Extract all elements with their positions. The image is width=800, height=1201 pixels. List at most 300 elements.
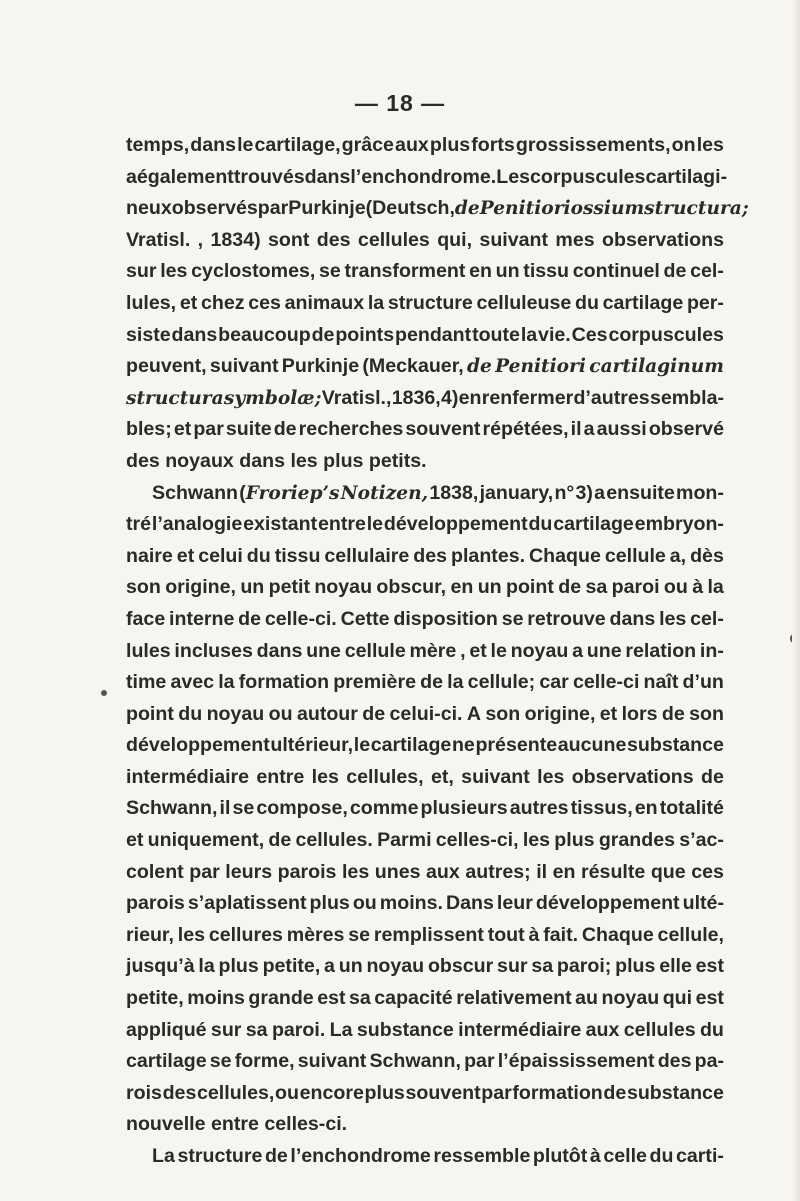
word: temps,: [126, 134, 190, 156]
word: la: [520, 323, 538, 346]
word: embryon-: [634, 513, 724, 536]
word: aux: [395, 134, 429, 156]
page-edge-shadow: [792, 0, 800, 1201]
word: continuel: [572, 260, 660, 283]
print-speck: [101, 690, 107, 696]
word: présente: [475, 734, 558, 757]
word: cellule;: [467, 671, 536, 694]
word: 1838,: [429, 481, 479, 504]
word: est: [695, 987, 724, 1010]
word: l’analogie: [151, 513, 243, 536]
word: Schwann,: [126, 797, 218, 820]
word: développement: [383, 513, 528, 536]
word: Chaque: [581, 923, 654, 946]
text-line: [126, 478, 724, 510]
word: des: [316, 228, 351, 251]
word: tissu: [274, 544, 321, 567]
word: n°: [554, 481, 575, 504]
word: par: [193, 418, 224, 441]
word: La: [152, 1145, 175, 1167]
word: bles;: [126, 418, 172, 441]
word: appliqué: [126, 1018, 207, 1041]
word: per-: [686, 291, 724, 314]
word: de: [467, 356, 492, 378]
word: sur: [497, 955, 528, 978]
word: structure: [177, 1145, 263, 1167]
word: (Meckauer,: [362, 355, 464, 378]
word: 3): [575, 481, 593, 504]
word: vie.: [538, 323, 571, 346]
word: corpuscules: [608, 323, 724, 346]
word: le: [490, 639, 507, 662]
text-line: [126, 320, 724, 352]
word: paroi: [611, 576, 660, 599]
text-line: [126, 1109, 724, 1141]
word: time: [126, 671, 167, 694]
word: renfermer: [481, 386, 574, 409]
word: du: [699, 1018, 724, 1041]
word: aux: [426, 860, 460, 883]
word: obscur,: [376, 576, 447, 599]
word: grossissements,: [515, 134, 671, 156]
text-line: [126, 825, 724, 857]
word: ulté-: [682, 892, 724, 915]
word: développement: [535, 892, 680, 915]
word: cel-: [690, 260, 724, 283]
text-line: [126, 572, 724, 604]
word: du: [649, 1145, 674, 1167]
word: incluses: [174, 639, 253, 662]
word: Purkinje: [288, 197, 366, 220]
text-line: [126, 351, 724, 383]
word: Schwann: [152, 481, 239, 504]
word: de: [362, 702, 386, 725]
word: de: [420, 671, 444, 694]
word: Vratisl.: [126, 228, 191, 251]
word: souvent: [405, 418, 481, 441]
text-line: [126, 1015, 724, 1047]
text-line: [126, 509, 724, 541]
word: son: [126, 576, 161, 599]
word: Chaque: [529, 544, 601, 567]
word: dans: [304, 165, 351, 188]
word: (Froriep’s: [239, 481, 340, 504]
word: disposition: [393, 607, 498, 630]
word: point: [126, 702, 174, 725]
word: rieur,: [126, 923, 174, 946]
word: entre: [256, 765, 305, 788]
word: beaucoup: [218, 323, 311, 346]
word: tout: [487, 923, 525, 946]
word: formation: [238, 671, 330, 694]
word: mon-: [676, 481, 724, 504]
word: totalité: [659, 797, 724, 820]
word: celle: [603, 1145, 647, 1167]
word: de: [238, 607, 262, 630]
text-line: [126, 130, 724, 162]
word: cellulaire: [324, 544, 410, 567]
word: du: [574, 291, 599, 314]
word: cellules.: [295, 829, 373, 852]
text-line: [126, 1078, 724, 1110]
word: comme: [349, 797, 419, 820]
word: une: [586, 639, 622, 662]
word: les: [290, 449, 318, 472]
word: il: [219, 797, 231, 820]
word: paroi.: [271, 1018, 326, 1041]
page-number: — 18 —: [354, 90, 446, 116]
word: 1834): [210, 228, 261, 251]
text-line: [126, 256, 724, 288]
word: la: [198, 955, 215, 978]
word: les: [177, 923, 205, 946]
text-line: [126, 636, 724, 668]
word: ressemble: [433, 1145, 531, 1167]
word: capacité: [374, 987, 453, 1010]
text-line: [126, 414, 724, 446]
word: par: [189, 860, 220, 883]
word: se: [209, 1050, 232, 1073]
text-line: [126, 951, 724, 983]
word: forts: [471, 134, 515, 156]
word: Ces: [571, 323, 608, 346]
word: suivant: [461, 765, 530, 788]
word: dès: [690, 544, 724, 567]
word: leurs: [225, 860, 273, 883]
word: et: [179, 291, 198, 314]
word: est: [695, 955, 724, 978]
word: sont: [268, 228, 310, 251]
word: les: [311, 765, 339, 788]
word: Notizen,: [340, 482, 429, 504]
word: cellule,: [657, 923, 724, 946]
word: la: [447, 671, 464, 694]
word: petite,: [126, 987, 184, 1010]
word: à: [692, 576, 704, 599]
word: au: [575, 987, 599, 1010]
word: avec: [170, 671, 215, 694]
word: qui: [662, 987, 693, 1010]
word: plus: [364, 1081, 405, 1104]
word: Vratisl.,: [321, 386, 392, 409]
word: un: [338, 955, 363, 978]
word: symbolæ;: [223, 387, 322, 409]
word: celluleuse: [476, 291, 572, 314]
word: cartilage: [553, 513, 634, 536]
word: la: [367, 291, 385, 314]
word: également: [136, 165, 234, 188]
word: celle-ci: [572, 671, 640, 694]
word: en: [458, 386, 482, 409]
word: compose,: [256, 797, 348, 820]
word: intermédiaire: [458, 1018, 582, 1041]
word: tissu: [523, 260, 570, 283]
word: les: [341, 860, 370, 883]
word: observés: [171, 197, 258, 220]
word: lules: [126, 639, 171, 662]
word: carti-: [676, 1145, 724, 1167]
word: cartilage: [126, 1050, 207, 1073]
word: substance: [356, 1018, 454, 1041]
word: mères: [286, 923, 345, 946]
word: a: [594, 481, 606, 504]
word: son: [485, 702, 521, 725]
word: en: [450, 576, 474, 599]
text-line: [126, 193, 749, 225]
word: le: [366, 513, 384, 536]
word: en: [469, 260, 492, 283]
word: ou: [268, 702, 293, 725]
word: remplissent: [373, 923, 484, 946]
word: de: [273, 418, 297, 441]
text-line: [126, 888, 724, 920]
body-text: [126, 130, 749, 1173]
word: ultérieur,: [270, 734, 354, 757]
word: en: [552, 860, 576, 883]
word: pa-: [694, 1050, 724, 1073]
word: lules,: [126, 291, 177, 314]
word: celui-ci.: [389, 702, 463, 725]
word: cartilage: [602, 291, 684, 314]
word: origine,: [524, 702, 596, 725]
word: plus: [323, 449, 364, 472]
word: structura;: [644, 198, 749, 220]
word: cel-: [690, 607, 724, 630]
word: par: [257, 197, 289, 220]
word: cellules: [623, 1018, 696, 1041]
word: de: [454, 198, 480, 220]
word: ou: [352, 892, 377, 915]
word: origine,: [165, 576, 236, 599]
word: in-: [699, 639, 724, 662]
word: est: [317, 987, 346, 1010]
text-line: [126, 793, 724, 825]
word: obscur: [427, 955, 494, 978]
word: Parmi: [377, 829, 432, 852]
word: petits.: [368, 449, 427, 472]
word: trouvés: [233, 165, 305, 188]
word: cellules,: [197, 1081, 275, 1104]
word: cyclostomes,: [191, 260, 316, 283]
word: plus: [429, 134, 471, 156]
word: s’ac-: [679, 829, 724, 852]
text-line: [126, 541, 724, 573]
word: chez: [200, 291, 245, 314]
word: Schwann,: [369, 1050, 461, 1073]
text-line: [126, 920, 724, 952]
word: cartilagi-: [645, 165, 728, 188]
word: 4): [440, 386, 459, 409]
word: (Deutsch,: [365, 197, 455, 220]
word: le: [237, 134, 254, 156]
word: interne: [169, 607, 235, 630]
word: sa: [245, 1018, 268, 1041]
word: substance: [627, 734, 724, 757]
word: s’aplatissent: [187, 892, 307, 915]
text-line: [126, 288, 724, 320]
word: recherches: [298, 418, 404, 441]
word: Les: [496, 165, 530, 188]
word: par: [464, 1050, 495, 1073]
word: petit: [268, 576, 310, 599]
word: points: [335, 323, 395, 346]
text-line: [126, 1046, 724, 1078]
word: Dans: [445, 892, 494, 915]
word: ensuite: [606, 481, 675, 504]
word: retrouve: [527, 607, 606, 630]
word: celles-ci.: [264, 1113, 348, 1136]
word: entre: [317, 513, 366, 536]
text-line: [126, 699, 724, 731]
word: leur: [496, 892, 533, 915]
word: animaux: [284, 291, 365, 314]
word: les: [696, 134, 724, 156]
word: ossium: [570, 198, 645, 220]
word: plus: [309, 892, 350, 915]
word: d’un: [682, 671, 724, 694]
word: elle: [659, 955, 692, 978]
word: de: [661, 702, 685, 725]
word: dans: [171, 323, 218, 346]
word: dans: [190, 134, 236, 156]
word: il: [570, 418, 582, 441]
word: les: [537, 765, 565, 788]
word: observations: [571, 765, 694, 788]
word: autres: [509, 797, 569, 820]
word: de: [264, 1145, 288, 1167]
word: l’enchondrome.: [350, 165, 497, 188]
word: l’épaississement: [497, 1050, 655, 1073]
text-line: [126, 604, 724, 636]
word: intermédiaire: [126, 765, 250, 788]
word: qui,: [437, 228, 473, 251]
word: car: [539, 671, 569, 694]
word: a: [324, 955, 335, 978]
word: Penitiori: [479, 198, 571, 220]
word: suivant: [297, 1050, 367, 1073]
word: peuvent,: [126, 355, 207, 378]
word: sembla-: [649, 386, 724, 409]
word: on: [671, 134, 696, 156]
word: noyau: [206, 702, 265, 725]
word: face: [126, 607, 166, 630]
word: colent: [126, 860, 184, 883]
word: des: [126, 449, 160, 472]
word: suivant: [479, 228, 549, 251]
word: pendant: [394, 323, 472, 346]
word: il: [536, 860, 548, 883]
word: relativement: [456, 987, 572, 1010]
word: souvent: [405, 1081, 481, 1104]
word: les: [160, 260, 188, 283]
word: des: [162, 1081, 197, 1104]
word: sur: [126, 260, 157, 283]
word: par: [481, 1081, 512, 1104]
text-line: [126, 446, 724, 478]
word: à: [528, 923, 540, 946]
word: cartilage,: [254, 134, 341, 156]
word: aussi: [596, 418, 647, 441]
word: aux: [585, 1018, 620, 1041]
word: entre: [210, 1113, 259, 1136]
word: cartilaginum: [589, 356, 724, 378]
word: noyau: [366, 955, 425, 978]
word: suivant: [209, 355, 279, 378]
word: jusqu’à: [126, 955, 195, 978]
word: neux: [126, 197, 172, 220]
word: parois: [126, 892, 185, 915]
word: se: [501, 607, 524, 630]
word: autour: [296, 702, 358, 725]
word: des: [413, 544, 448, 567]
word: et: [469, 639, 487, 662]
word: un: [477, 576, 502, 599]
word: moins: [187, 987, 245, 1010]
word: ou: [663, 576, 688, 599]
word: répétées,: [482, 418, 569, 441]
word: tré: [126, 513, 152, 536]
word: autres;: [465, 860, 531, 883]
word: se: [319, 260, 341, 283]
word: et: [126, 829, 144, 852]
word: la: [707, 576, 724, 599]
word: Penitiori: [495, 356, 586, 378]
word: résulte: [581, 860, 646, 883]
word: unes: [374, 860, 421, 883]
word: observé: [648, 418, 724, 441]
word: toute: [472, 323, 520, 346]
word: se: [232, 797, 255, 820]
word: transforment: [344, 260, 466, 283]
word: noyaux: [165, 449, 234, 472]
word: existant: [243, 513, 318, 536]
word: naire: [126, 544, 173, 567]
word: les: [659, 607, 687, 630]
text-line: [126, 983, 724, 1015]
word: du: [528, 513, 553, 536]
word: plantes.: [451, 544, 526, 567]
text-line: [126, 730, 724, 762]
word: relation: [625, 639, 697, 662]
word: ou: [275, 1081, 299, 1104]
word: plus: [615, 955, 656, 978]
word: de: [701, 765, 724, 788]
word: 1836,: [391, 386, 441, 409]
word: a: [126, 165, 137, 188]
word: que: [650, 860, 686, 883]
text-line: [126, 1141, 724, 1173]
word: lors: [621, 702, 658, 725]
word: d’autres: [573, 386, 650, 409]
word: première: [333, 671, 416, 694]
word: moins.: [379, 892, 443, 915]
text-line: [126, 383, 724, 415]
word: paroi;: [556, 955, 612, 978]
word: cellules: [357, 228, 430, 251]
word: cellule: [344, 639, 406, 662]
word: suite: [225, 418, 272, 441]
word: cellule: [604, 544, 666, 567]
word: substance: [626, 1081, 724, 1104]
word: fait.: [543, 923, 579, 946]
word: celui: [198, 544, 243, 567]
word: structure: [387, 291, 473, 314]
word: dans: [256, 639, 303, 662]
word: se: [348, 923, 371, 946]
word: tissus,: [570, 797, 633, 820]
word: et,: [430, 765, 454, 788]
word: january,: [479, 481, 554, 504]
